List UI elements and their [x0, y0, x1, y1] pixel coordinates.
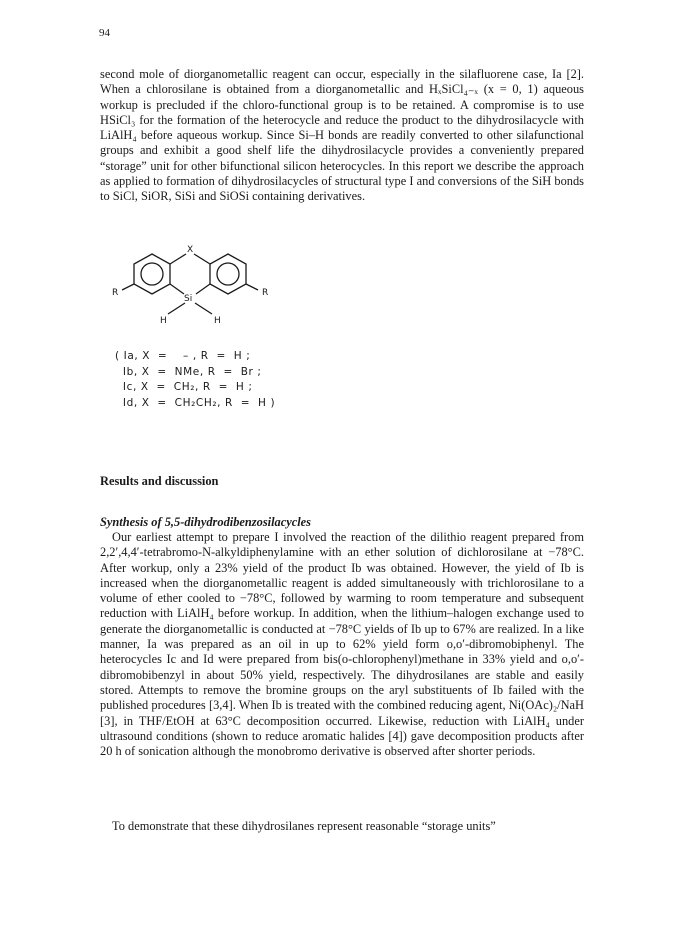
h-left-label: H: [160, 316, 167, 326]
section-heading: Results and discussion: [100, 474, 219, 488]
right-benzene-ring: [210, 254, 246, 294]
subsection-heading: Synthesis of 5,5-dihydrodibenzosilacycles: [100, 515, 311, 529]
compound-line: ( Ia, X = – , R = H ;: [115, 350, 251, 362]
compound-list: [115, 349, 275, 411]
right-aromatic-circle: [217, 263, 239, 285]
closing-line: To demonstrate that these dihydrosilanes represent reasonable “storage units”: [112, 819, 496, 833]
compound-line: Id, X = CH₂CH₂, R = H ): [115, 396, 276, 409]
dibenzosilacycle-structure: [100, 232, 320, 352]
synthesis-paragraph: Our earliest attempt to prepare I involved the reaction of the dilithio reagent prepared from 2,2′,4,4′-tetrabromo-N-alkyldiphenylamine with an ether solution of dichlorosilane at −78°C. After workup, only a 23% yield of the product Ib was obtained. However, the yield of Ib is increased when the diorganometallic reagent is added simultaneously with trichlorosilane to a volume of ether cooled to −78°C, followed by warming to room temperature and subsequent reduction with LiAlH₄ before workup. In addition, when the lithium–halogen exchange used to generate the diorganometallic is conducted at −78°C yields of Ib up to 67% are realized. In a like manner, Ia was prepared as an oil in up to 62% yield form o,o′-dibromobiphenyl. The heterocycles Ic and Id were prepared from bis(o-chlorophenyl)methane in 33% yield and o,o′-dibromobibenzyl in about 50% yield, respectively. The dihydrosilanes are stable and easily stored. Attempts to remove the bromine groups on the aryl substituents of Ib failed with the published procedures [3,4]. When Ib is treated with the combined reducing agent, Ni(OAc)₂/NaH [3], in THF/EtOH at 63°C decomposition occurred. Likewise, reduction with LiAlH₄ under ultrasound conditions (shown to reduce aromatic halides [4]) gave decomposition products after 20 h of sonication although the monobromo derivative is observed after shorter periods.: [100, 530, 584, 759]
x-label: X: [187, 245, 194, 255]
h-right-label: H: [214, 316, 221, 326]
left-benzene-ring: [134, 254, 170, 294]
si-label: Si: [184, 294, 193, 304]
r-left-label: R: [112, 288, 119, 298]
page-number: 94: [99, 27, 110, 39]
r-right-label: R: [262, 288, 269, 298]
compound-line: Ib, X = NMe, R = Br ;: [115, 365, 262, 378]
left-aromatic-circle: [141, 263, 163, 285]
compound-line: Ic, X = CH₂, R = H ;: [115, 381, 253, 393]
intro-paragraph: second mole of diorganometallic reagent can occur, especially in the silafluorene case, Ia [2]. When a chlorosilane is obtained from a diorganometallic and HₓSiCl₄₋ₓ (x = 0, 1) aqueous workup is precluded if the chloro-functional group is to be retained. A compromise is to use HSiCl₃ for the formation of the heterocycle and reduce the product to the dihydrosilacycle with LiAlH₄ before aqueous workup. Since Si–H bonds are readily converted to other silafunctional groups and exhibit a good shelf life the dihydrosilacycle provides a conveniently prepared “storage” unit for other bifunctional silicon heterocycles. In this report we describe the approach as applied to formation of dihydrosilacycles of structural type I and conversions of the SiH bonds to SiCl, SiOR, SiSi and SiOSi containing derivatives.: [100, 67, 584, 204]
